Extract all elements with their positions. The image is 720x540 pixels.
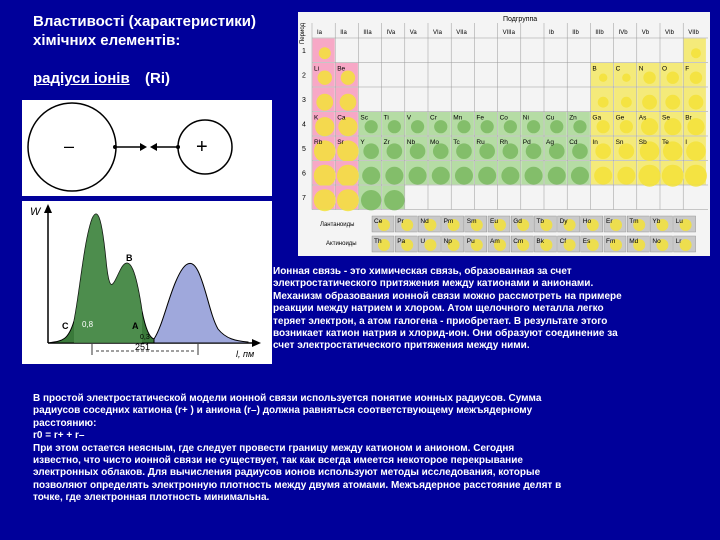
subgroup-header: Подгруппа bbox=[503, 16, 538, 23]
element-symbol: Cr bbox=[430, 114, 437, 122]
radius-symbol: (Ri) bbox=[145, 70, 170, 87]
element-symbol: Ho bbox=[582, 218, 592, 225]
group-label: IIIb bbox=[595, 30, 604, 36]
ion-radius-sphere bbox=[388, 120, 401, 133]
element-symbol: Ru bbox=[476, 139, 485, 146]
element-symbol: Sn bbox=[615, 139, 624, 146]
label-c-value: 0,8 bbox=[82, 320, 94, 329]
x-axis-label: l, пм bbox=[236, 349, 255, 359]
element-symbol: Tb bbox=[536, 218, 544, 225]
element-symbol: Yb bbox=[652, 218, 661, 225]
para1-line: электростатического притяжения между катионами и анионами. bbox=[273, 278, 594, 290]
ion-radius-sphere bbox=[362, 167, 380, 185]
element-symbol: I bbox=[685, 139, 688, 146]
element-symbol: Cu bbox=[546, 114, 555, 122]
ion-radius-sphere bbox=[598, 97, 609, 108]
group-label: VIa bbox=[433, 30, 443, 36]
element-symbol: Am bbox=[490, 238, 500, 245]
ion-radius-sphere bbox=[365, 120, 378, 133]
element-symbol: Ge bbox=[615, 114, 625, 122]
element-symbol: O bbox=[662, 65, 668, 73]
ion-radius-sphere bbox=[432, 167, 450, 185]
periodic-table-ionic-radii bbox=[298, 12, 710, 256]
element-symbol: Lu bbox=[675, 218, 683, 225]
label-c: C bbox=[62, 321, 69, 331]
element-symbol: Ni bbox=[522, 114, 529, 122]
element-symbol: Eu bbox=[490, 218, 498, 225]
element-symbol: Rh bbox=[499, 139, 508, 146]
ion-radius-sphere bbox=[384, 190, 404, 210]
group-label: IIb bbox=[572, 30, 579, 36]
ion-radius-sphere bbox=[363, 143, 379, 159]
ion-radius-sphere bbox=[481, 120, 494, 133]
element-symbol: Mo bbox=[430, 139, 440, 146]
period-label: 1 bbox=[302, 48, 306, 55]
ion-radius-sphere bbox=[571, 167, 589, 185]
para2-line: известно, что чисто ионной связи не существует, так как всегда имеется некоторое перекрывание bbox=[33, 455, 523, 467]
element-symbol: Zn bbox=[569, 114, 577, 122]
ion-radius-sphere bbox=[594, 167, 612, 185]
element-symbol: Er bbox=[606, 218, 613, 225]
ion-radius-sphere bbox=[643, 71, 655, 83]
ion-radius-sphere bbox=[455, 167, 473, 185]
cation-sign: + bbox=[196, 136, 208, 158]
element-symbol: Ce bbox=[374, 218, 383, 225]
element-symbol: Bk bbox=[536, 238, 544, 245]
element-symbol: Ca bbox=[337, 114, 346, 122]
element-symbol: Dy bbox=[559, 218, 568, 225]
slide-title bbox=[33, 12, 303, 87]
element-symbol: K bbox=[314, 114, 319, 122]
ion-radius-sphere bbox=[337, 165, 359, 187]
element-symbol: No bbox=[652, 238, 661, 245]
ionic-bond-paragraph bbox=[273, 266, 703, 353]
period-label: 4 bbox=[302, 121, 306, 129]
element-symbol: Zr bbox=[383, 139, 390, 146]
element-symbol: Br bbox=[685, 114, 692, 122]
element-symbol: Th bbox=[374, 238, 382, 245]
ions-attraction-diagram bbox=[22, 100, 272, 196]
chlorine-density-curve bbox=[154, 263, 248, 343]
element-symbol: Sm bbox=[466, 218, 477, 225]
anion-sign: – bbox=[64, 136, 75, 156]
ion-radius-sphere bbox=[550, 120, 563, 133]
peak-label-b: B bbox=[126, 253, 133, 263]
ion-radius-sphere bbox=[665, 95, 680, 110]
ion-radius-sphere bbox=[548, 167, 566, 185]
ion-radius-sphere bbox=[340, 94, 357, 111]
element-symbol: Tm bbox=[629, 218, 639, 225]
lanthanides-label: Лантаноиды bbox=[320, 222, 355, 228]
y-axis-label: W bbox=[30, 206, 41, 218]
para1-line: Механизм образования ионной связи можно рассмотреть на примере bbox=[273, 290, 622, 302]
group-label: VIb bbox=[665, 30, 675, 36]
para2-line: электронных облаков. Для вычисления радиусов ионов используют методы исследования, которые bbox=[33, 467, 541, 479]
element-symbol: Mn bbox=[453, 114, 463, 122]
ion-radius-sphere bbox=[599, 73, 607, 81]
ion-radius-sphere bbox=[617, 167, 635, 185]
element-symbol: U bbox=[420, 238, 426, 245]
element-symbol: Se bbox=[662, 114, 670, 122]
period-label: 2 bbox=[302, 72, 306, 80]
group-label: IIa bbox=[340, 30, 347, 36]
element-symbol: Y bbox=[360, 139, 365, 146]
group-label: Ia bbox=[317, 30, 323, 36]
ion-radius-sphere bbox=[573, 120, 586, 133]
element-symbol: V bbox=[406, 114, 412, 122]
period-label: 6 bbox=[302, 170, 306, 178]
element-symbol: C bbox=[615, 65, 621, 73]
electron-density-graph bbox=[22, 201, 272, 364]
element-symbol: Es bbox=[582, 238, 591, 245]
group-label: IIIa bbox=[363, 30, 372, 36]
ion-radius-sphere bbox=[409, 167, 427, 185]
ion-radius-sphere bbox=[478, 167, 496, 185]
group-label: Ib bbox=[549, 30, 555, 36]
para2-line: В простой электростатической модели ионной связи используется понятие ионных радиусов. Сумма bbox=[33, 393, 542, 404]
title-line-2: хімічних елементів: bbox=[33, 32, 181, 49]
element-symbol: Pd bbox=[522, 139, 531, 146]
ion-radius-sphere bbox=[457, 120, 470, 133]
period-header: Период bbox=[300, 22, 306, 44]
element-symbol: Li bbox=[314, 65, 320, 73]
ion-radius-sphere bbox=[621, 97, 632, 108]
element-symbol: B bbox=[592, 65, 597, 73]
element-symbol: Sr bbox=[337, 139, 344, 146]
element-symbol: Sb bbox=[638, 139, 647, 146]
element-symbol: Pm bbox=[443, 218, 454, 225]
element-symbol: As bbox=[638, 114, 647, 122]
para2-line: точке, где электронная плотность минимальна. bbox=[33, 492, 270, 504]
element-symbol: Be bbox=[337, 65, 346, 73]
ion-radius-sphere bbox=[424, 239, 436, 251]
para2-line: радиусов соседних катиона (r+ ) и аниона (r–) должна равняться соответствующему межъядерному bbox=[33, 405, 533, 417]
element-symbol: Rb bbox=[314, 139, 323, 146]
ion-radius-sphere bbox=[685, 165, 707, 187]
element-symbol: In bbox=[592, 139, 598, 146]
element-symbol: Co bbox=[499, 114, 508, 122]
ion-radius-sphere bbox=[680, 239, 692, 251]
element-symbol: Fe bbox=[476, 114, 484, 122]
ion-radius-sphere bbox=[689, 95, 704, 110]
ion-radius-sphere bbox=[620, 120, 633, 133]
group-label: Vb bbox=[641, 30, 650, 36]
element-symbol: Ti bbox=[383, 114, 389, 122]
element-symbol: Pa bbox=[397, 238, 406, 245]
para1-line: счет электростатического притяжения между ними. bbox=[273, 340, 530, 352]
element-symbol: Ag bbox=[546, 139, 554, 146]
ion-radius-sphere bbox=[597, 120, 610, 133]
element-symbol: Gd bbox=[513, 218, 522, 225]
element-symbol: Ga bbox=[592, 114, 602, 122]
group-label: Va bbox=[409, 30, 417, 36]
ionic-radius-paragraph bbox=[33, 393, 703, 505]
ion-radius-sphere bbox=[411, 120, 424, 133]
ion-radius-sphere bbox=[527, 120, 540, 133]
ion-radius-sphere bbox=[639, 165, 661, 187]
ion-radius-sphere bbox=[316, 94, 333, 111]
element-symbol: Pu bbox=[466, 238, 475, 245]
para1-line: теряет электрон, а атом галогена - приобретает. В результате этого bbox=[273, 315, 608, 327]
element-symbol: Fm bbox=[606, 238, 616, 245]
ion-radius-sphere bbox=[501, 167, 519, 185]
ion-radius-sphere bbox=[319, 47, 331, 59]
element-symbol: Cf bbox=[559, 238, 567, 245]
group-label: IVb bbox=[618, 30, 628, 36]
ion-radius-sphere bbox=[690, 71, 702, 83]
period-label: 5 bbox=[302, 146, 306, 153]
element-symbol: Te bbox=[662, 139, 669, 146]
element-symbol: Md bbox=[629, 238, 639, 245]
para2-line: При этом остается неясным, где следует провести границу между катионом и анионом. Сегодня bbox=[33, 442, 515, 454]
ion-radius-sphere bbox=[525, 167, 543, 185]
element-symbol: Cd bbox=[569, 139, 578, 146]
ion-radius-sphere bbox=[361, 190, 381, 210]
para1-line: Ионная связь - это химическая связь, образованная за счет bbox=[273, 266, 572, 277]
element-symbol: Nd bbox=[420, 218, 429, 225]
element-symbol: Tc bbox=[453, 139, 460, 146]
para2-line: позволяют определять электронную плотность между двумя атомами. Межъядерное расстояние делят в bbox=[33, 479, 562, 491]
distance-label: 251 bbox=[135, 342, 151, 352]
element-symbol: N bbox=[638, 65, 644, 73]
ion-radius-sphere bbox=[341, 70, 355, 84]
ion-radius-sphere bbox=[318, 70, 332, 84]
para1-line: реакции между натрием и хлором. Атом щелочного металла легко bbox=[273, 303, 604, 315]
ion-radius-sphere bbox=[385, 167, 403, 185]
element-symbol: F bbox=[685, 65, 690, 73]
ion-radius-link[interactable]: радіуси іонів bbox=[33, 70, 130, 87]
ion-radius-sphere bbox=[434, 120, 447, 133]
actinides-label: Актиноиды bbox=[326, 241, 357, 247]
element-symbol: Cm bbox=[513, 238, 524, 245]
ion-radius-sphere bbox=[642, 95, 657, 110]
title-line-1: Властивості (характеристики) bbox=[33, 13, 257, 30]
ion-radius-sphere bbox=[314, 165, 336, 187]
ion-radius-sphere bbox=[504, 120, 517, 133]
label-a-value: 0,3 bbox=[140, 334, 150, 341]
ion-radius-sphere bbox=[691, 48, 701, 58]
ion-radius-sphere bbox=[337, 189, 359, 211]
label-a: A bbox=[132, 321, 139, 331]
ion-radius-sphere bbox=[662, 165, 684, 187]
ion-radius-sphere bbox=[314, 189, 336, 211]
period-label: 7 bbox=[302, 195, 306, 202]
para1-line: возникает катион натрия и хлорид-ион. Они образуют соединение за bbox=[273, 328, 618, 340]
ion-radius-sphere bbox=[667, 71, 679, 83]
group-label: VIIIa bbox=[502, 30, 515, 36]
element-symbol: Lr bbox=[675, 238, 682, 245]
ion-radius-sphere bbox=[686, 141, 706, 161]
group-label: VIIa bbox=[456, 30, 467, 36]
element-symbol: Np bbox=[443, 238, 452, 245]
element-symbol: Pr bbox=[397, 218, 404, 225]
element-symbol: Sc bbox=[360, 114, 368, 122]
para2-formula: r0 = r+ + r– bbox=[33, 430, 85, 442]
ion-radius-sphere bbox=[622, 73, 630, 81]
period-label: 3 bbox=[302, 97, 306, 104]
group-label: IVa bbox=[386, 30, 396, 36]
para2-line: расстоянию: bbox=[33, 417, 97, 429]
element-symbol: Nb bbox=[406, 139, 416, 146]
group-label: VIIb bbox=[688, 30, 699, 36]
